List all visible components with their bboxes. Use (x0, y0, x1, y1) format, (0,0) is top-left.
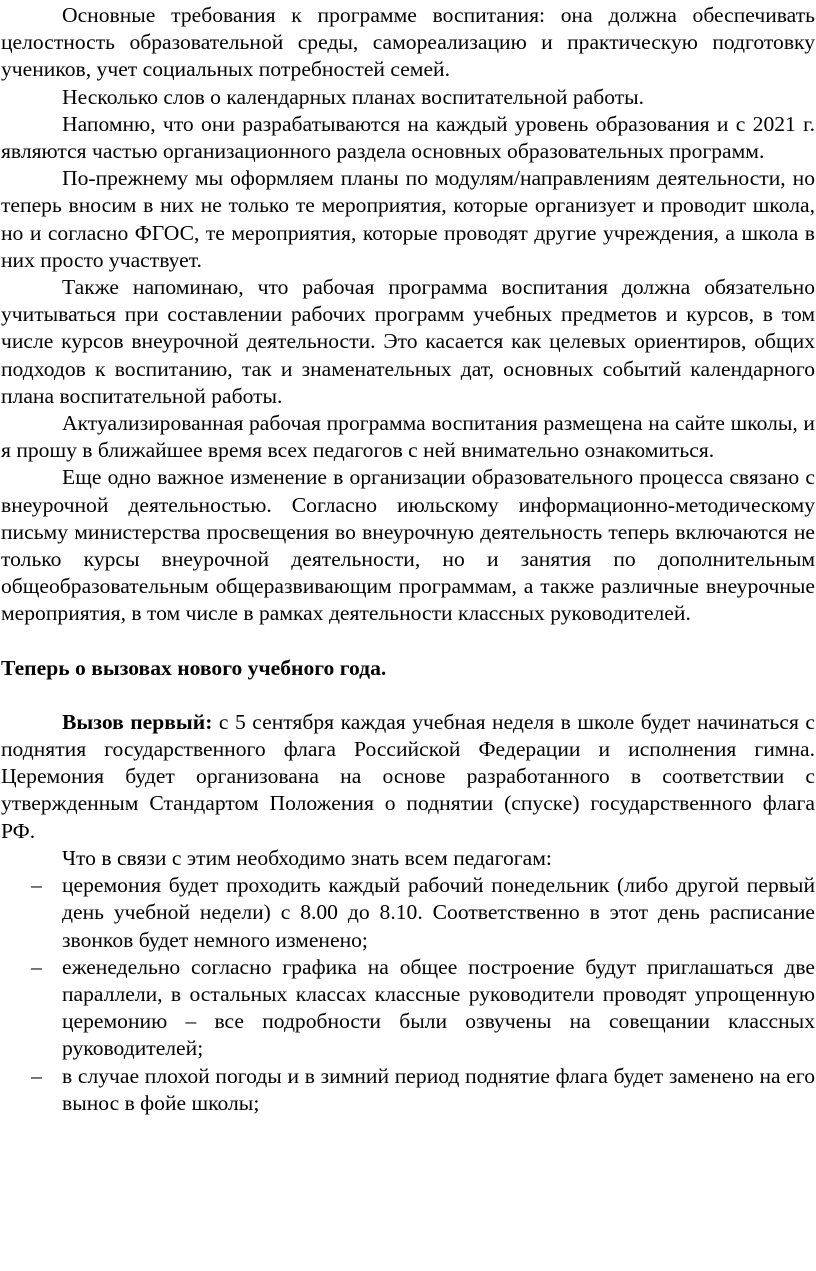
paragraph-levels: Напомню, что они разрабатываются на каждый уровень образования и с 2021 г. являются частью организационного раздела основных образовательных программ. (1, 111, 815, 164)
dash-marker: – (31, 873, 42, 898)
list-item-text: еженедельно согласно графика на общее построение будут приглашаться две параллели, в остальных классах классные руководители проводят упрощенную церемонию – все подробности были озвучены на совещании классных руководителей; (62, 954, 815, 1061)
list-item (1, 1063, 815, 1117)
paragraph-requirements: Основные требования к программе воспитания: она должна обеспечивать целостность образовательной среды, самореализацию и практическую подготовку учеников, учет социальных потребностей семей. (1, 3, 815, 82)
paragraph-challenge-first (1, 709, 815, 845)
requirements-list (1, 872, 815, 1117)
paragraph-site: Актуализированная рабочая программа воспитания размещена на сайте школы, и я прошу в ближайшее время всех педагогов с ней внимательно ознакомиться. (1, 411, 815, 463)
paragraph-work-program: Также напоминаю, что рабочая программа воспитания должна обязательно учитываться при составлении рабочих программ учебных предметов и курсов, в том числе курсов внеурочной деятельности. Это касается как целевых ориентиров, общих подходов к воспитанию, так и знаменательных дат, основных событий календарного плана воспитательной работы. (1, 275, 815, 408)
paragraph-extracurricular: Еще одно важное изменение в организации образовательного процесса связано с внеурочной деятельностью. Согласно июльскому информационно-методическому письму министерства просвещения во внеурочную деятельность теперь включаются не только курсы внеурочной деятельности, но и занятия по дополнительным общеобразовательным общеразвивающим программам, а также различные внеурочные мероприятия, в том числе в рамках деятельности классных руководителей. (1, 465, 815, 626)
paragraph-modules: По-прежнему мы оформляем планы по модулям/направлениям деятельности, но теперь вносим в них не только те мероприятия, которые организует и проводит школа, но и согласно ФГОС, те мероприятия, которые проводят другие учреждения, а школа в них просто участвует. (1, 166, 815, 272)
paragraph-calendar-plans: Несколько слов о календарных планах воспитательной работы. (62, 84, 645, 109)
challenge-label: Вызов первый: (62, 709, 213, 734)
list-item (1, 954, 815, 1063)
list-item-text: в случае плохой погоды и в зимний период поднятие флага будет заменено на его вынос в фойе школы; (62, 1063, 815, 1115)
dash-marker: – (31, 1063, 42, 1088)
challenge-text: с 5 сентября каждая учебная неделя в школе будет начинаться с поднятия государственного флага Российской Федерации и исполнения гимна. Церемония будет организована на основе разработанного в соответствии с утвержденным Стандартом Положения о поднятии (спуске) государственного флага РФ. (1, 709, 815, 843)
list-item (1, 872, 815, 954)
dash-marker: – (31, 954, 42, 979)
paragraph-intro: Что в связи с этим необходимо знать всем педагогам: (62, 845, 552, 870)
list-item-text: церемония будет проходить каждый рабочий понедельник (либо другой первый день учебной недели) с 8.00 до 8.10. Соответственно в этот день расписание звонков будет немного изменено; (62, 873, 815, 952)
section-heading: Теперь о вызовах нового учебного года. (1, 655, 387, 680)
